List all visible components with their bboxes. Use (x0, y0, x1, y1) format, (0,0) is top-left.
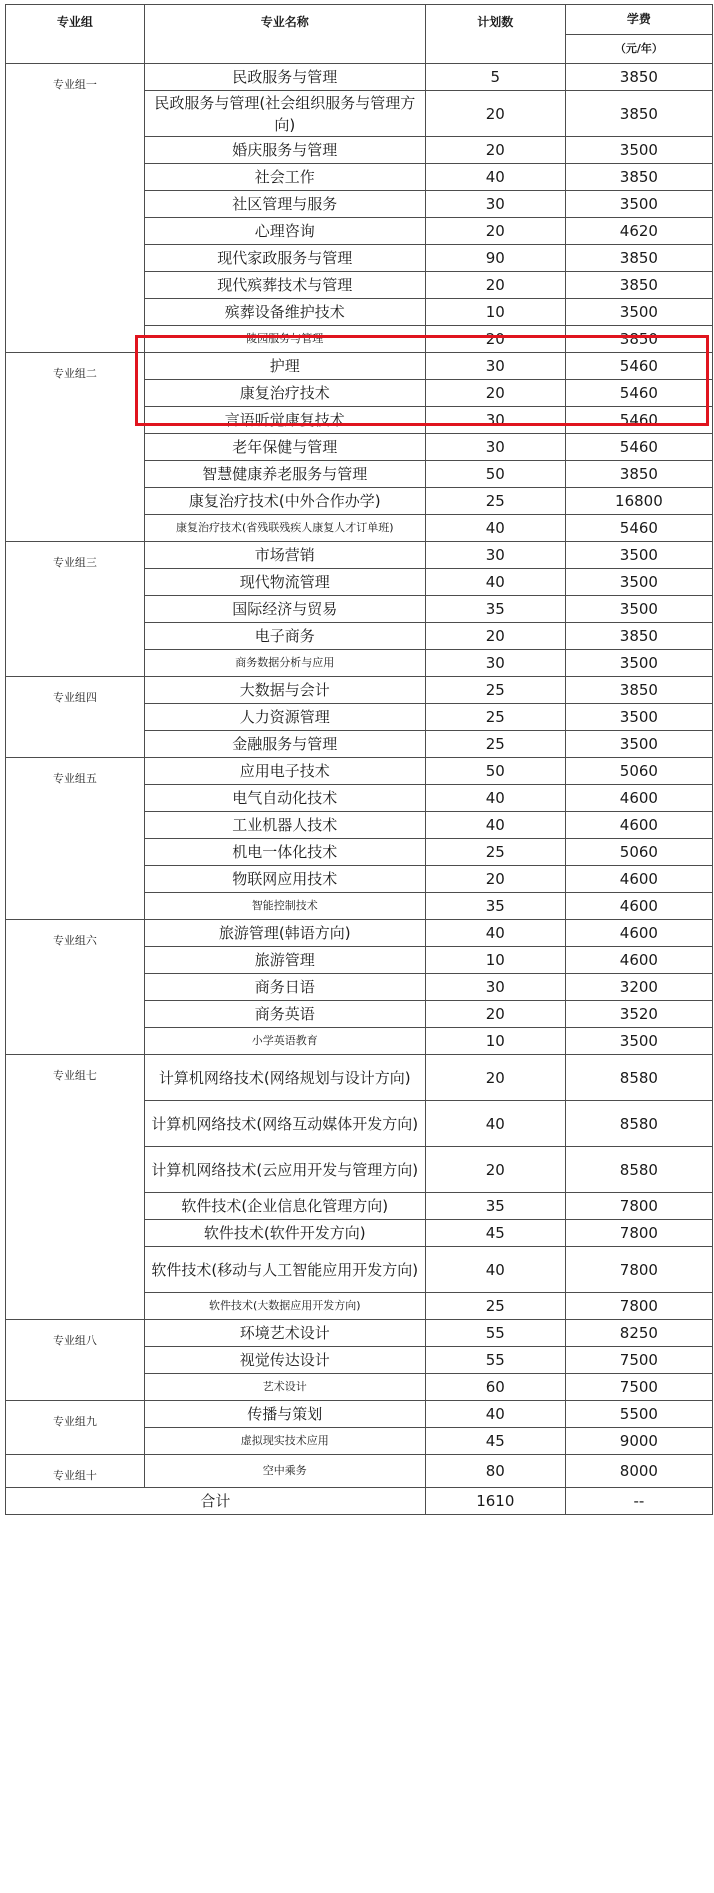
plan-count-cell: 35 (425, 596, 565, 623)
tuition-cell: 4600 (565, 893, 712, 920)
plan-count-cell: 10 (425, 299, 565, 326)
table-row (6, 1455, 713, 1488)
group-name-cell: 专业组四 (6, 677, 145, 758)
group-name-cell: 专业组八 (6, 1320, 145, 1401)
plan-count-cell: 90 (425, 245, 565, 272)
plan-count-cell: 20 (425, 272, 565, 299)
major-name-cell: 社会工作 (144, 164, 425, 191)
major-name-cell: 康复治疗技术 (144, 380, 425, 407)
table-row (6, 920, 713, 947)
tuition-cell: 4600 (565, 866, 712, 893)
enrollment-plan-table (5, 4, 713, 1515)
tuition-cell: 3500 (565, 137, 712, 164)
plan-count-cell: 35 (425, 893, 565, 920)
tuition-cell: 16800 (565, 488, 712, 515)
major-name-cell: 现代家政服务与管理 (144, 245, 425, 272)
plan-count-cell: 20 (425, 218, 565, 245)
major-name-cell: 计算机网络技术(云应用开发与管理方向) (144, 1147, 425, 1193)
plan-count-cell: 30 (425, 191, 565, 218)
group-name-cell: 专业组六 (6, 920, 145, 1055)
major-name-cell: 现代物流管理 (144, 569, 425, 596)
tuition-cell: 4600 (565, 812, 712, 839)
major-name-cell: 艺术设计 (144, 1374, 425, 1401)
tuition-cell: 3850 (565, 623, 712, 650)
header-fee: 学费 (565, 5, 712, 35)
tuition-cell: 3850 (565, 326, 712, 353)
plan-count-cell: 50 (425, 461, 565, 488)
plan-count-cell: 20 (425, 137, 565, 164)
tuition-cell: 8250 (565, 1320, 712, 1347)
major-name-cell: 现代殡葬技术与管理 (144, 272, 425, 299)
plan-count-cell: 55 (425, 1347, 565, 1374)
tuition-cell: 9000 (565, 1428, 712, 1455)
tuition-cell: 7500 (565, 1374, 712, 1401)
tuition-cell: 3850 (565, 677, 712, 704)
header-group: 专业组 (6, 5, 145, 64)
tuition-cell: 8580 (565, 1055, 712, 1101)
major-name-cell: 软件技术(移动与人工智能应用开发方向) (144, 1247, 425, 1293)
tuition-cell: 4600 (565, 785, 712, 812)
plan-count-cell: 10 (425, 947, 565, 974)
major-name-cell: 心理咨询 (144, 218, 425, 245)
major-name-cell: 金融服务与管理 (144, 731, 425, 758)
major-name-cell: 小学英语教育 (144, 1028, 425, 1055)
plan-count-cell: 5 (425, 64, 565, 91)
major-name-cell: 民政服务与管理(社会组织服务与管理方向) (144, 91, 425, 137)
major-name-cell: 商务数据分析与应用 (144, 650, 425, 677)
tuition-cell: 3500 (565, 299, 712, 326)
total-plan-count: 1610 (425, 1488, 565, 1515)
plan-count-cell: 60 (425, 1374, 565, 1401)
plan-count-cell: 30 (425, 974, 565, 1001)
tuition-cell: 3850 (565, 64, 712, 91)
tuition-cell: 5060 (565, 758, 712, 785)
major-name-cell: 老年保健与管理 (144, 434, 425, 461)
tuition-cell: 7800 (565, 1247, 712, 1293)
table-row (6, 1320, 713, 1347)
plan-count-cell: 20 (425, 623, 565, 650)
tuition-cell: 3850 (565, 164, 712, 191)
tuition-cell: 3200 (565, 974, 712, 1001)
group-name-cell: 专业组五 (6, 758, 145, 920)
plan-count-cell: 30 (425, 542, 565, 569)
plan-count-cell: 25 (425, 839, 565, 866)
header-major: 专业名称 (144, 5, 425, 64)
tuition-cell: 7500 (565, 1347, 712, 1374)
plan-count-cell: 40 (425, 515, 565, 542)
major-name-cell: 工业机器人技术 (144, 812, 425, 839)
plan-count-cell: 10 (425, 1028, 565, 1055)
plan-count-cell: 25 (425, 488, 565, 515)
major-name-cell: 计算机网络技术(网络规划与设计方向) (144, 1055, 425, 1101)
plan-count-cell: 20 (425, 380, 565, 407)
plan-count-cell: 25 (425, 1293, 565, 1320)
plan-count-cell: 45 (425, 1220, 565, 1247)
total-tuition: -- (565, 1488, 712, 1515)
tuition-cell: 3500 (565, 731, 712, 758)
plan-count-cell: 30 (425, 407, 565, 434)
major-name-cell: 空中乘务 (144, 1455, 425, 1488)
plan-count-cell: 20 (425, 91, 565, 137)
major-name-cell: 传播与策划 (144, 1401, 425, 1428)
group-name-cell: 专业组七 (6, 1055, 145, 1320)
plan-count-cell: 40 (425, 785, 565, 812)
major-name-cell: 电子商务 (144, 623, 425, 650)
major-name-cell: 物联网应用技术 (144, 866, 425, 893)
plan-count-cell: 40 (425, 1401, 565, 1428)
header-plan: 计划数 (425, 5, 565, 64)
major-name-cell: 软件技术(大数据应用开发方向) (144, 1293, 425, 1320)
major-name-cell: 康复治疗技术(中外合作办学) (144, 488, 425, 515)
tuition-cell: 3500 (565, 650, 712, 677)
header-fee-unit: （元/年） (565, 34, 712, 64)
plan-count-cell: 25 (425, 731, 565, 758)
plan-count-cell: 25 (425, 677, 565, 704)
tuition-cell: 5460 (565, 380, 712, 407)
plan-count-cell: 80 (425, 1455, 565, 1488)
tuition-cell: 3850 (565, 245, 712, 272)
group-name-cell: 专业组九 (6, 1401, 145, 1455)
major-name-cell: 护理 (144, 353, 425, 380)
plan-count-cell: 25 (425, 704, 565, 731)
major-name-cell: 婚庆服务与管理 (144, 137, 425, 164)
plan-count-cell: 20 (425, 1147, 565, 1193)
tuition-cell: 3500 (565, 596, 712, 623)
major-name-cell: 电气自动化技术 (144, 785, 425, 812)
total-row (6, 1488, 713, 1515)
tuition-cell: 3500 (565, 1028, 712, 1055)
tuition-cell: 5460 (565, 434, 712, 461)
table-row (6, 353, 713, 380)
major-name-cell: 商务日语 (144, 974, 425, 1001)
plan-count-cell: 20 (425, 1001, 565, 1028)
major-name-cell: 智能控制技术 (144, 893, 425, 920)
group-name-cell: 专业组十 (6, 1455, 145, 1488)
plan-count-cell: 50 (425, 758, 565, 785)
tuition-cell: 5500 (565, 1401, 712, 1428)
tuition-cell: 3850 (565, 461, 712, 488)
tuition-cell: 4600 (565, 947, 712, 974)
major-name-cell: 国际经济与贸易 (144, 596, 425, 623)
major-name-cell: 机电一体化技术 (144, 839, 425, 866)
plan-count-cell: 35 (425, 1193, 565, 1220)
plan-count-cell: 20 (425, 1055, 565, 1101)
table-row (6, 1055, 713, 1101)
table-row (6, 542, 713, 569)
tuition-cell: 5460 (565, 515, 712, 542)
plan-count-cell: 55 (425, 1320, 565, 1347)
major-name-cell: 计算机网络技术(网络互动媒体开发方向) (144, 1101, 425, 1147)
major-name-cell: 市场营销 (144, 542, 425, 569)
plan-count-cell: 45 (425, 1428, 565, 1455)
major-name-cell: 虚拟现实技术应用 (144, 1428, 425, 1455)
tuition-cell: 8580 (565, 1101, 712, 1147)
tuition-cell: 3520 (565, 1001, 712, 1028)
group-name-cell: 专业组二 (6, 353, 145, 542)
major-name-cell: 旅游管理 (144, 947, 425, 974)
major-name-cell: 旅游管理(韩语方向) (144, 920, 425, 947)
plan-count-cell: 20 (425, 866, 565, 893)
plan-count-cell: 30 (425, 353, 565, 380)
major-name-cell: 殡葬设备维护技术 (144, 299, 425, 326)
plan-count-cell: 30 (425, 434, 565, 461)
major-name-cell: 应用电子技术 (144, 758, 425, 785)
major-name-cell: 商务英语 (144, 1001, 425, 1028)
total-label: 合计 (6, 1488, 426, 1515)
table-row (6, 758, 713, 785)
tuition-cell: 7800 (565, 1293, 712, 1320)
table-row (6, 64, 713, 91)
major-name-cell: 陵园服务与管理 (144, 326, 425, 353)
tuition-cell: 5460 (565, 407, 712, 434)
tuition-cell: 5460 (565, 353, 712, 380)
plan-count-cell: 40 (425, 569, 565, 596)
plan-count-cell: 40 (425, 1101, 565, 1147)
major-name-cell: 环境艺术设计 (144, 1320, 425, 1347)
plan-count-cell: 40 (425, 812, 565, 839)
group-name-cell: 专业组一 (6, 64, 145, 353)
major-name-cell: 民政服务与管理 (144, 64, 425, 91)
plan-count-cell: 30 (425, 650, 565, 677)
tuition-cell: 4620 (565, 218, 712, 245)
major-name-cell: 社区管理与服务 (144, 191, 425, 218)
tuition-cell: 8000 (565, 1455, 712, 1488)
major-name-cell: 大数据与会计 (144, 677, 425, 704)
table-row (6, 677, 713, 704)
group-name-cell: 专业组三 (6, 542, 145, 677)
tuition-cell: 3850 (565, 91, 712, 137)
tuition-cell: 3850 (565, 272, 712, 299)
plan-count-cell: 20 (425, 326, 565, 353)
plan-count-cell: 40 (425, 1247, 565, 1293)
tuition-cell: 7800 (565, 1220, 712, 1247)
plan-count-cell: 40 (425, 164, 565, 191)
major-name-cell: 言语听觉康复技术 (144, 407, 425, 434)
major-name-cell: 软件技术(企业信息化管理方向) (144, 1193, 425, 1220)
major-name-cell: 智慧健康养老服务与管理 (144, 461, 425, 488)
tuition-cell: 3500 (565, 569, 712, 596)
tuition-cell: 4600 (565, 920, 712, 947)
plan-count-cell: 40 (425, 920, 565, 947)
tuition-cell: 3500 (565, 542, 712, 569)
table-row (6, 1401, 713, 1428)
tuition-cell: 7800 (565, 1193, 712, 1220)
tuition-cell: 5060 (565, 839, 712, 866)
tuition-cell: 8580 (565, 1147, 712, 1193)
major-name-cell: 软件技术(软件开发方向) (144, 1220, 425, 1247)
major-name-cell: 人力资源管理 (144, 704, 425, 731)
tuition-cell: 3500 (565, 191, 712, 218)
major-name-cell: 康复治疗技术(省残联残疾人康复人才订单班) (144, 515, 425, 542)
tuition-cell: 3500 (565, 704, 712, 731)
major-name-cell: 视觉传达设计 (144, 1347, 425, 1374)
